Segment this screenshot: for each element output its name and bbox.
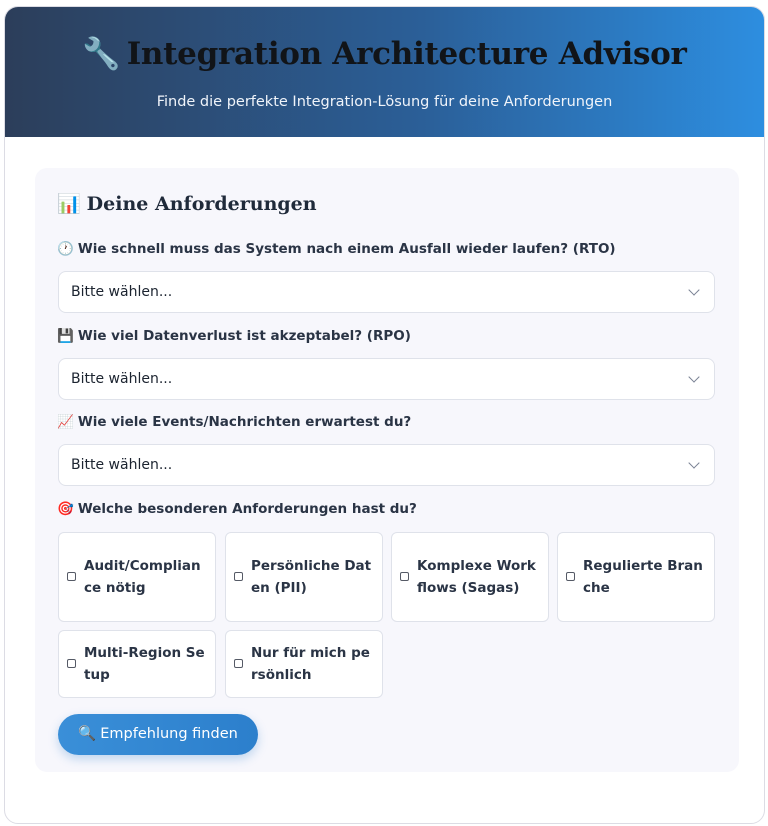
checkbox[interactable] — [67, 659, 76, 668]
section-title — [57, 192, 317, 215]
events-select-value: Bitte wählen... — [71, 457, 173, 473]
special-requirements-label-text: Welche besonderen Anforderungen hast du? — [77, 501, 417, 517]
trend-chart-icon: 📈 — [57, 414, 74, 430]
option-personal-data[interactable] — [225, 532, 383, 622]
rpo-select[interactable] — [58, 358, 715, 400]
option-audit-compliance[interactable] — [58, 532, 216, 622]
target-icon: 🎯 — [57, 501, 74, 517]
checkbox[interactable] — [566, 572, 575, 581]
rto-select[interactable] — [58, 271, 715, 313]
rpo-label — [57, 328, 411, 344]
option-label: Nur für mich persönlich — [251, 645, 370, 683]
option-label: Audit/Compliance nötig — [84, 558, 201, 596]
app-window — [4, 6, 765, 824]
find-recommendation-label: Empfehlung finden — [100, 726, 238, 742]
events-label — [57, 414, 411, 430]
option-complex-workflows[interactable] — [391, 532, 549, 622]
events-label-text: Wie viele Events/Nachrichten erwartest du? — [77, 414, 412, 430]
magnifier-icon: 🔍 — [78, 726, 97, 742]
option-label: Persönliche Daten (PII) — [251, 558, 372, 596]
page-title — [5, 35, 764, 72]
rpo-select-value: Bitte wählen... — [71, 371, 173, 387]
requirements-card — [35, 168, 739, 772]
option-label: Regulierte Branche — [583, 558, 703, 596]
special-requirements-label — [57, 501, 417, 517]
section-title-text: Deine Anforderungen — [86, 193, 317, 215]
chevron-down-icon — [688, 371, 699, 382]
checkbox[interactable] — [67, 572, 76, 581]
rto-label — [57, 241, 616, 257]
option-label: Multi-Region Setup — [84, 645, 205, 683]
option-multi-region[interactable] — [58, 630, 216, 698]
rpo-label-text: Wie viel Datenverlust ist akzeptabel? (RPO) — [77, 328, 411, 344]
floppy-disk-icon: 💾 — [57, 328, 74, 344]
events-select[interactable] — [58, 444, 715, 486]
page-subtitle: Finde die perfekte Integration-Lösung für deine Anforderungen — [156, 94, 613, 110]
rto-label-text: Wie schnell muss das System nach einem Ausfall wieder laufen? (RTO) — [77, 241, 616, 257]
checkbox[interactable] — [234, 659, 243, 668]
page-header — [5, 7, 764, 137]
option-label: Komplexe Workflows (Sagas) — [417, 558, 536, 596]
rto-select-value: Bitte wählen... — [71, 284, 173, 300]
find-recommendation-button[interactable] — [58, 714, 258, 755]
checkbox[interactable] — [234, 572, 243, 581]
checkbox[interactable] — [400, 572, 409, 581]
page-title-text: Integration Architecture Advisor — [126, 36, 687, 72]
option-personal-only[interactable] — [225, 630, 383, 698]
wrench-icon: 🔧 — [82, 36, 121, 72]
chevron-down-icon — [688, 284, 699, 295]
bar-chart-icon: 📊 — [57, 193, 81, 215]
option-regulated-industry[interactable] — [557, 532, 715, 622]
chevron-down-icon — [688, 457, 699, 468]
clock-icon: 🕐 — [57, 241, 74, 257]
